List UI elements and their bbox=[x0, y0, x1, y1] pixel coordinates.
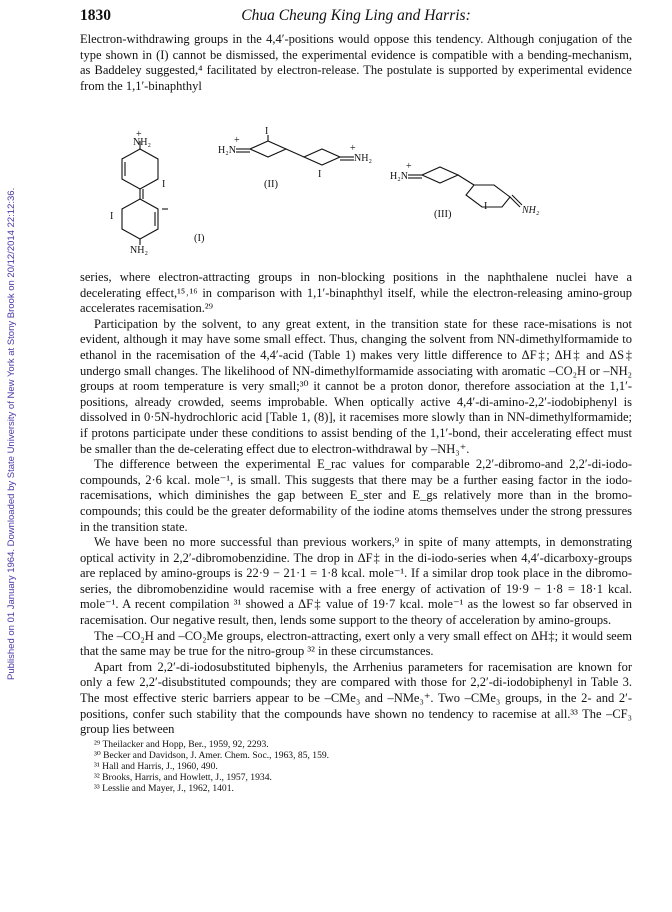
footnote-32: ³² Brooks, Harris, and Howlett, J., 1957, 1934. bbox=[94, 771, 272, 783]
structure-ii-drawing bbox=[236, 135, 354, 165]
structure-label-i: (I) bbox=[194, 233, 205, 244]
paragraph-5: The –CO₂H and –CO₂Me groups, electron-attracting, exert only a very small effect on ΔH‡; it would seem that the same may be true for the nitro-group ³² in these circumstances. bbox=[80, 628, 632, 659]
paragraph-intro: Electron-withdrawing groups in the 4,4′-positions would oppose this tendency. Although conjugation of the type shown in (I) cannot be dismissed, the experimental evidence is compatible with a bending-mechanism, as Baddeley suggested,⁴ facilitated by electron-release. The postulate is supported by experimental evidence from the 1,1′-binaphthyl bbox=[80, 32, 632, 93]
paragraph-3: The difference between the experimental E_rac values for comparable 2,2′-dibromo-and 2,2′-di-iodo-compounds, 2·6 kcal. mole⁻¹, is small. This suggests that there may be a further easing factor in the iodo-racemisations, which diminishes the gap between E_ster and E_gs relatively more than in the bromo-compounds; this could be the greater deformability of the iodine atoms themselves under the strong pressures in the transition state. bbox=[80, 457, 632, 534]
iodo-label-i-left: I bbox=[110, 211, 114, 222]
iodo-label-i-right: I bbox=[162, 179, 166, 190]
paragraph-6: Apart from 2,2′-di-iodosubstituted biphenyls, the Arrhenius parameters for racemisation are known for only a few 2,2′-disubstituted compounds; they are compared with those for 2,2′-di-iodobiphenyl in Table 3. The most effective steric barriers appear to be –CMe₃ and –NMe₃⁺. Two –CMe₃ groups, in the 2- and 2′-positions, confer such stability that the compounds have shown no tendency to racemise at all.³³ The –CF₃ group lies between bbox=[80, 659, 632, 737]
download-watermark bbox=[6, 40, 18, 680]
running-header bbox=[80, 7, 632, 27]
download-watermark-text: Published on 01 January 1964. Downloaded by State University of New York at Stony Brook on 20/12/2014 22:12:36. bbox=[6, 187, 17, 680]
footnotes bbox=[80, 739, 632, 794]
h2n-label-ii: H₂N bbox=[218, 145, 236, 156]
paragraph-1: series, where electron-attracting groups in non-blocking positions in the naphthalene nuclei have a decelerating effect,¹⁵˒¹⁶ in comparison with 1,1′-binaphthyl itself, while the electron-releasing amino-group accelerates racemisation.²⁹ bbox=[80, 270, 632, 316]
nh2-label-i-top: NH₂ bbox=[133, 137, 151, 148]
footnote-33: ³³ Lesslie and Mayer, J., 1962, 1401. bbox=[94, 782, 234, 794]
plus-label-i-top: + bbox=[136, 129, 142, 140]
paragraph-2: Participation by the solvent, to any great extent, in the transition state for these race-misations is not evident, although it may have some small effect. Thus, changing the solvent from NN-dimethylformamide to ethanol in the racemisation of the 4,4′-acid (Table 1) makes very little difference to ΔF‡; ΔH‡ and ΔS‡ undergo small changes. The likelihood of NN-dimethylformamide associating with aromatic –CO₂H or –NH₂ groups at room temperature is very small;³⁰ it cannot be a proton donor, therefore association at the 1,1′-positions, already crowded, seems improbable. When optically active 4,4′-di-amino-2,2′-iodobiphenyl is dissolved in 0·5N-hydrochloric acid [Table 1, (8)], it racemises more slowly than in NN-dimethylformamide; if protons participate under these conditions to assist bending of the 1,1′-bond, their accelerating effect must be smaller than the de-celerating effect due to electron-withdrawal by –NH₃⁺. bbox=[80, 316, 632, 456]
iodo-label-ii-bottom: I bbox=[318, 169, 322, 180]
plus-label-ii-right: + bbox=[350, 143, 356, 154]
paragraph-4: We have been no more successful than previous workers,⁹ in spite of many attempts, in demonstrating optical activity in 2,2′-dibromobenzidine. The drop in ΔF‡ in the di-iodo-series when 4,4′-dicarboxy-groups are replaced by amino-groups is 22·9 − 21·1 = 1·8 kcal. mole⁻¹. If a similar drop took place in the dibromo-series, the dibromobenzidine would racemise with a free energy of activation of 19·9 − 1·8 = 18·1 kcal. mole⁻¹. A recent compilation ³¹ showed a ΔF‡ value of 19·7 kcal. mole⁻¹ as the lowest so far observed in racemisation. Our negative result, then, lends some support to the theory of acceleration by amino-groups. bbox=[80, 535, 632, 628]
page-number: 1830 bbox=[80, 7, 111, 24]
structure-label-ii: (II) bbox=[264, 179, 278, 190]
iodo-label-iii: I bbox=[484, 201, 488, 212]
plus-label-ii-left: + bbox=[234, 135, 240, 146]
structure-label-iii: (III) bbox=[434, 209, 452, 220]
footnote-30: ³⁰ Becker and Davidson, J. Amer. Chem. Soc., 1963, 85, 159. bbox=[94, 749, 330, 761]
structures-figure bbox=[100, 127, 570, 267]
nh2-label-iii: NH₂ bbox=[522, 205, 540, 216]
intro-text-block bbox=[80, 32, 632, 94]
body-text-block bbox=[80, 270, 632, 794]
nh2-label-i-bottom: NH₂ bbox=[130, 245, 148, 256]
running-title: Chua Cheung King Ling and Harris: bbox=[241, 7, 471, 24]
footnote-31: ³¹ Hall and Harris, J., 1960, 490. bbox=[94, 760, 218, 772]
footnote-29: ²⁹ Theilacker and Hopp, Ber., 1959, 92, 2293. bbox=[94, 738, 269, 750]
structure-i-drawing bbox=[122, 141, 168, 245]
iodo-label-ii-top: I bbox=[265, 127, 269, 137]
h2n-label-iii: H₂N bbox=[390, 171, 408, 182]
nh2-label-ii: NH₂ bbox=[354, 153, 372, 164]
structure-iii-drawing bbox=[408, 167, 522, 207]
plus-label-iii: + bbox=[406, 161, 412, 172]
